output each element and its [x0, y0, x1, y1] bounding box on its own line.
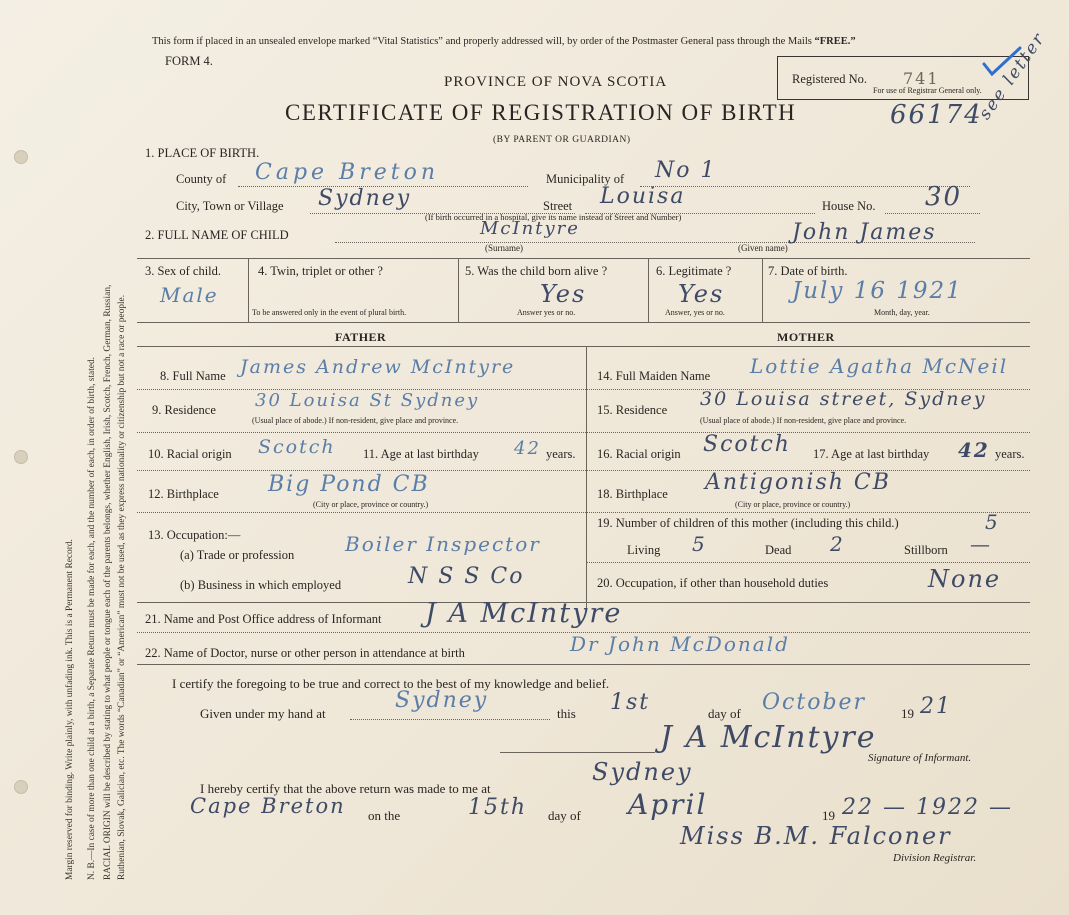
mother-age-label: 17. Age at last birthday: [813, 447, 930, 461]
doctor-label: 22. Name of Doctor, nurse or other person in attendance at birth: [145, 646, 465, 660]
sex-label: 3. Sex of child.: [145, 264, 222, 278]
mother-birthplace-value: Antigonish CB: [705, 470, 891, 495]
rule-row3-bottom: [137, 322, 1030, 323]
mother-residence-value: 30 Louisa street, Sydney: [700, 388, 987, 410]
notice-free: “FREE.”: [814, 36, 856, 47]
registrar-caption: Division Registrar.: [893, 852, 977, 864]
father-trade-value: Boiler Inspector: [345, 532, 541, 556]
binding-hole: [14, 450, 28, 464]
this-label: this: [557, 706, 576, 721]
father-racial-label: 10. Racial origin: [148, 447, 232, 461]
rule: [586, 432, 1030, 433]
father-birthplace-label: 12. Birthplace: [148, 487, 219, 501]
registrar-day-of: day of: [548, 808, 581, 823]
file-reference: 66174: [890, 100, 983, 130]
born-alive-value: Yes: [540, 280, 587, 308]
informant-signature: J A McIntyre: [660, 720, 877, 755]
signature-rule: [500, 752, 655, 753]
rule: [586, 562, 1030, 563]
mother-racial-value: Scotch: [703, 432, 791, 457]
city-value: Sydney: [318, 186, 412, 211]
rule-col: [762, 258, 763, 322]
certificate-title: CERTIFICATE OF REGISTRATION OF BIRTH: [285, 100, 797, 125]
mother-birthplace-note: (City or place, province or country.): [735, 500, 851, 509]
dob-note: Month, day, year.: [874, 308, 930, 317]
mother-years: years.: [995, 447, 1025, 461]
mother-heading: MOTHER: [777, 330, 835, 344]
child-given-value: John James: [792, 220, 937, 245]
rule-col: [458, 258, 459, 322]
father-racial-value: Scotch: [258, 436, 336, 458]
father-residence-note: (Usual place of abode.) If non-resident, give place and province.: [252, 416, 459, 425]
child-surname-value: McIntyre: [480, 218, 580, 239]
margin-note-nationality: Ruthenian, Slovak, Galician, etc. The words “Canadian” or “American” must not be used, as they express nationality or citizenship but not a race or people.: [117, 294, 127, 880]
registrar-year-prefix: 19: [822, 808, 835, 823]
rule-row3-top: [137, 258, 1030, 259]
mother-age-value: 42: [958, 438, 990, 462]
mother-name-value: Lottie Agatha McNeil: [750, 354, 1009, 378]
on-the-label: on the: [368, 808, 401, 823]
margin-note-binding: Margin reserved for binding. Write plainly, with unfading ink. This is a Permanent Record.: [65, 539, 75, 880]
registrar-note: For use of Registrar General only.: [873, 86, 982, 95]
father-heading: FATHER: [335, 330, 387, 344]
rule: [137, 470, 586, 471]
father-name-value: James Andrew McIntyre: [240, 356, 516, 378]
father-birthplace-note: (City or place, province or country.): [313, 500, 429, 509]
father-residence-label: 9. Residence: [152, 403, 216, 417]
notice-vs: “Vital Statistics”: [372, 36, 443, 47]
year-value: 21: [920, 694, 952, 719]
doctor-value: Dr John McDonald: [570, 632, 790, 656]
mother-children-value: 5: [985, 510, 1000, 534]
registered-value: 741: [903, 69, 940, 88]
mother-birthplace-label: 18. Birthplace: [597, 487, 668, 501]
living-value: 5: [692, 532, 707, 556]
municipality-value: No 1: [655, 158, 717, 183]
street-value: Louisa: [600, 184, 686, 209]
rule-col: [648, 258, 649, 322]
month-value: October: [762, 690, 867, 715]
rule: [137, 664, 1030, 665]
binding-hole: [14, 780, 28, 794]
informant-label: 21. Name and Post Office address of Informant: [145, 612, 382, 626]
rule-parents-divider: [586, 346, 587, 610]
father-name-label: 8. Full Name: [160, 369, 226, 383]
file-note: see letter: [975, 28, 1050, 124]
stillborn-value: —: [970, 532, 992, 556]
county-label: County of: [176, 172, 227, 186]
binding-hole: [14, 150, 28, 164]
registrar-place-value: Sydney: [592, 758, 693, 786]
certify-text: I certify the foregoing to be true and correct to the best of my knowledge and belief.: [172, 676, 610, 691]
county-value: Cape Breton: [255, 160, 440, 185]
house-number-value: 30: [925, 182, 963, 212]
given-under-label: Given under my hand at: [200, 706, 326, 721]
municipality-label: Municipality of: [546, 172, 625, 186]
living-label: Living: [627, 543, 661, 557]
margin-note-racial-origin: RACIAL ORIGIN will be described by stating to what people or tongue each of the parents belongs, whether English, Irish, Scotch, French, German, Russian,: [103, 284, 113, 880]
child-name-label: 2. FULL NAME OF CHILD: [145, 228, 289, 242]
father-age-label: 11. Age at last birthday: [363, 447, 479, 461]
surname-caption: (Surname): [485, 243, 523, 253]
form-number: FORM 4.: [165, 54, 213, 68]
registrar-month-value: April: [628, 788, 708, 821]
father-birthplace-value: Big Pond CB: [268, 472, 430, 497]
given-place-line: [350, 719, 550, 720]
mother-occupation-value: None: [928, 565, 1002, 593]
province-heading: PROVINCE OF NOVA SCOTIA: [444, 74, 668, 90]
place-of-birth-label: 1. PLACE OF BIRTH.: [145, 146, 260, 160]
informant-value: J A McIntyre: [425, 598, 623, 629]
mother-occupation-label: 20. Occupation, if other than household duties: [597, 576, 829, 590]
notice-mid: and properly addressed will, by order of the Postmaster General pass through the Mails: [445, 36, 812, 47]
father-occupation-label: 13. Occupation:—: [148, 528, 241, 542]
dob-label: 7. Date of birth.: [768, 264, 848, 278]
father-trade-label: (a) Trade or profession: [180, 548, 295, 562]
year-prefix: 19: [901, 706, 914, 721]
father-business-label: (b) Business in which employed: [180, 578, 342, 592]
father-residence-value: 30 Louisa St Sydney: [255, 390, 480, 411]
mother-name-label: 14. Full Maiden Name: [597, 369, 711, 383]
municipality-line: [640, 186, 970, 187]
sex-value: Male: [160, 283, 219, 307]
legitimate-note: Answer, yes or no.: [665, 308, 725, 317]
given-caption: (Given name): [738, 243, 788, 253]
father-years: years.: [546, 447, 576, 461]
margin-note-multiple-birth: N. B.—In case of more than one child at a birth, a Separate Return must be made for each, and the number of each, in order of birth, stated.: [87, 357, 97, 880]
house-number-label: House No.: [822, 199, 876, 213]
postal-notice: [152, 36, 856, 47]
house-number-line: [885, 213, 980, 214]
mother-racial-label: 16. Racial origin: [597, 447, 681, 461]
born-alive-note: Answer yes or no.: [517, 308, 576, 317]
rule-parents-top: [137, 346, 1030, 347]
dead-label: Dead: [765, 543, 792, 557]
dead-value: 2: [830, 532, 845, 556]
born-alive-label: 5. Was the child born alive ?: [465, 264, 608, 278]
rule: [586, 512, 1030, 513]
legitimate-label: 6. Legitimate ?: [656, 264, 732, 278]
given-place-value: Sydney: [395, 688, 489, 713]
father-age-value: 42: [514, 438, 541, 459]
notice-prefix: This form if placed in an unsealed envelope marked: [152, 36, 371, 47]
registrar-county-value: Cape Breton: [190, 794, 346, 818]
registrar-year-value: 22 — 1922 —: [842, 795, 1013, 820]
rule: [137, 432, 586, 433]
street-label: Street: [543, 199, 573, 213]
mother-residence-label: 15. Residence: [597, 403, 668, 417]
twin-note: To be answered only in the event of plural birth.: [252, 308, 407, 317]
hospital-note: (If birth occurred in a hospital, give its name instead of Street and Number): [425, 212, 682, 222]
day-of-label: day of: [708, 706, 741, 721]
mother-children-label: 19. Number of children of this mother (including this child.): [597, 516, 899, 530]
certificate-subtitle: (BY PARENT OR GUARDIAN): [493, 135, 631, 145]
day-value: 1st: [610, 690, 651, 715]
city-label: City, Town or Village: [176, 199, 284, 213]
twin-label: 4. Twin, triplet or other ?: [258, 264, 383, 278]
rule-col: [248, 258, 249, 322]
father-business-value: N S S Co: [408, 564, 525, 589]
signature-caption: Signature of Informant.: [868, 752, 972, 764]
registrar-day-value: 15th: [468, 795, 528, 820]
dob-value: July 16 1921: [792, 278, 963, 304]
registered-label: Registered No.: [792, 72, 867, 86]
legitimate-value: Yes: [678, 280, 725, 308]
mother-residence-note: (Usual place of abode.) If non-resident, give place and province.: [700, 416, 907, 425]
registrar-signature: Miss B.M. Falconer: [680, 822, 952, 850]
rule: [137, 512, 586, 513]
registrar-text: I hereby certify that the above return was made to me at: [200, 781, 491, 796]
stillborn-label: Stillborn: [904, 543, 948, 557]
